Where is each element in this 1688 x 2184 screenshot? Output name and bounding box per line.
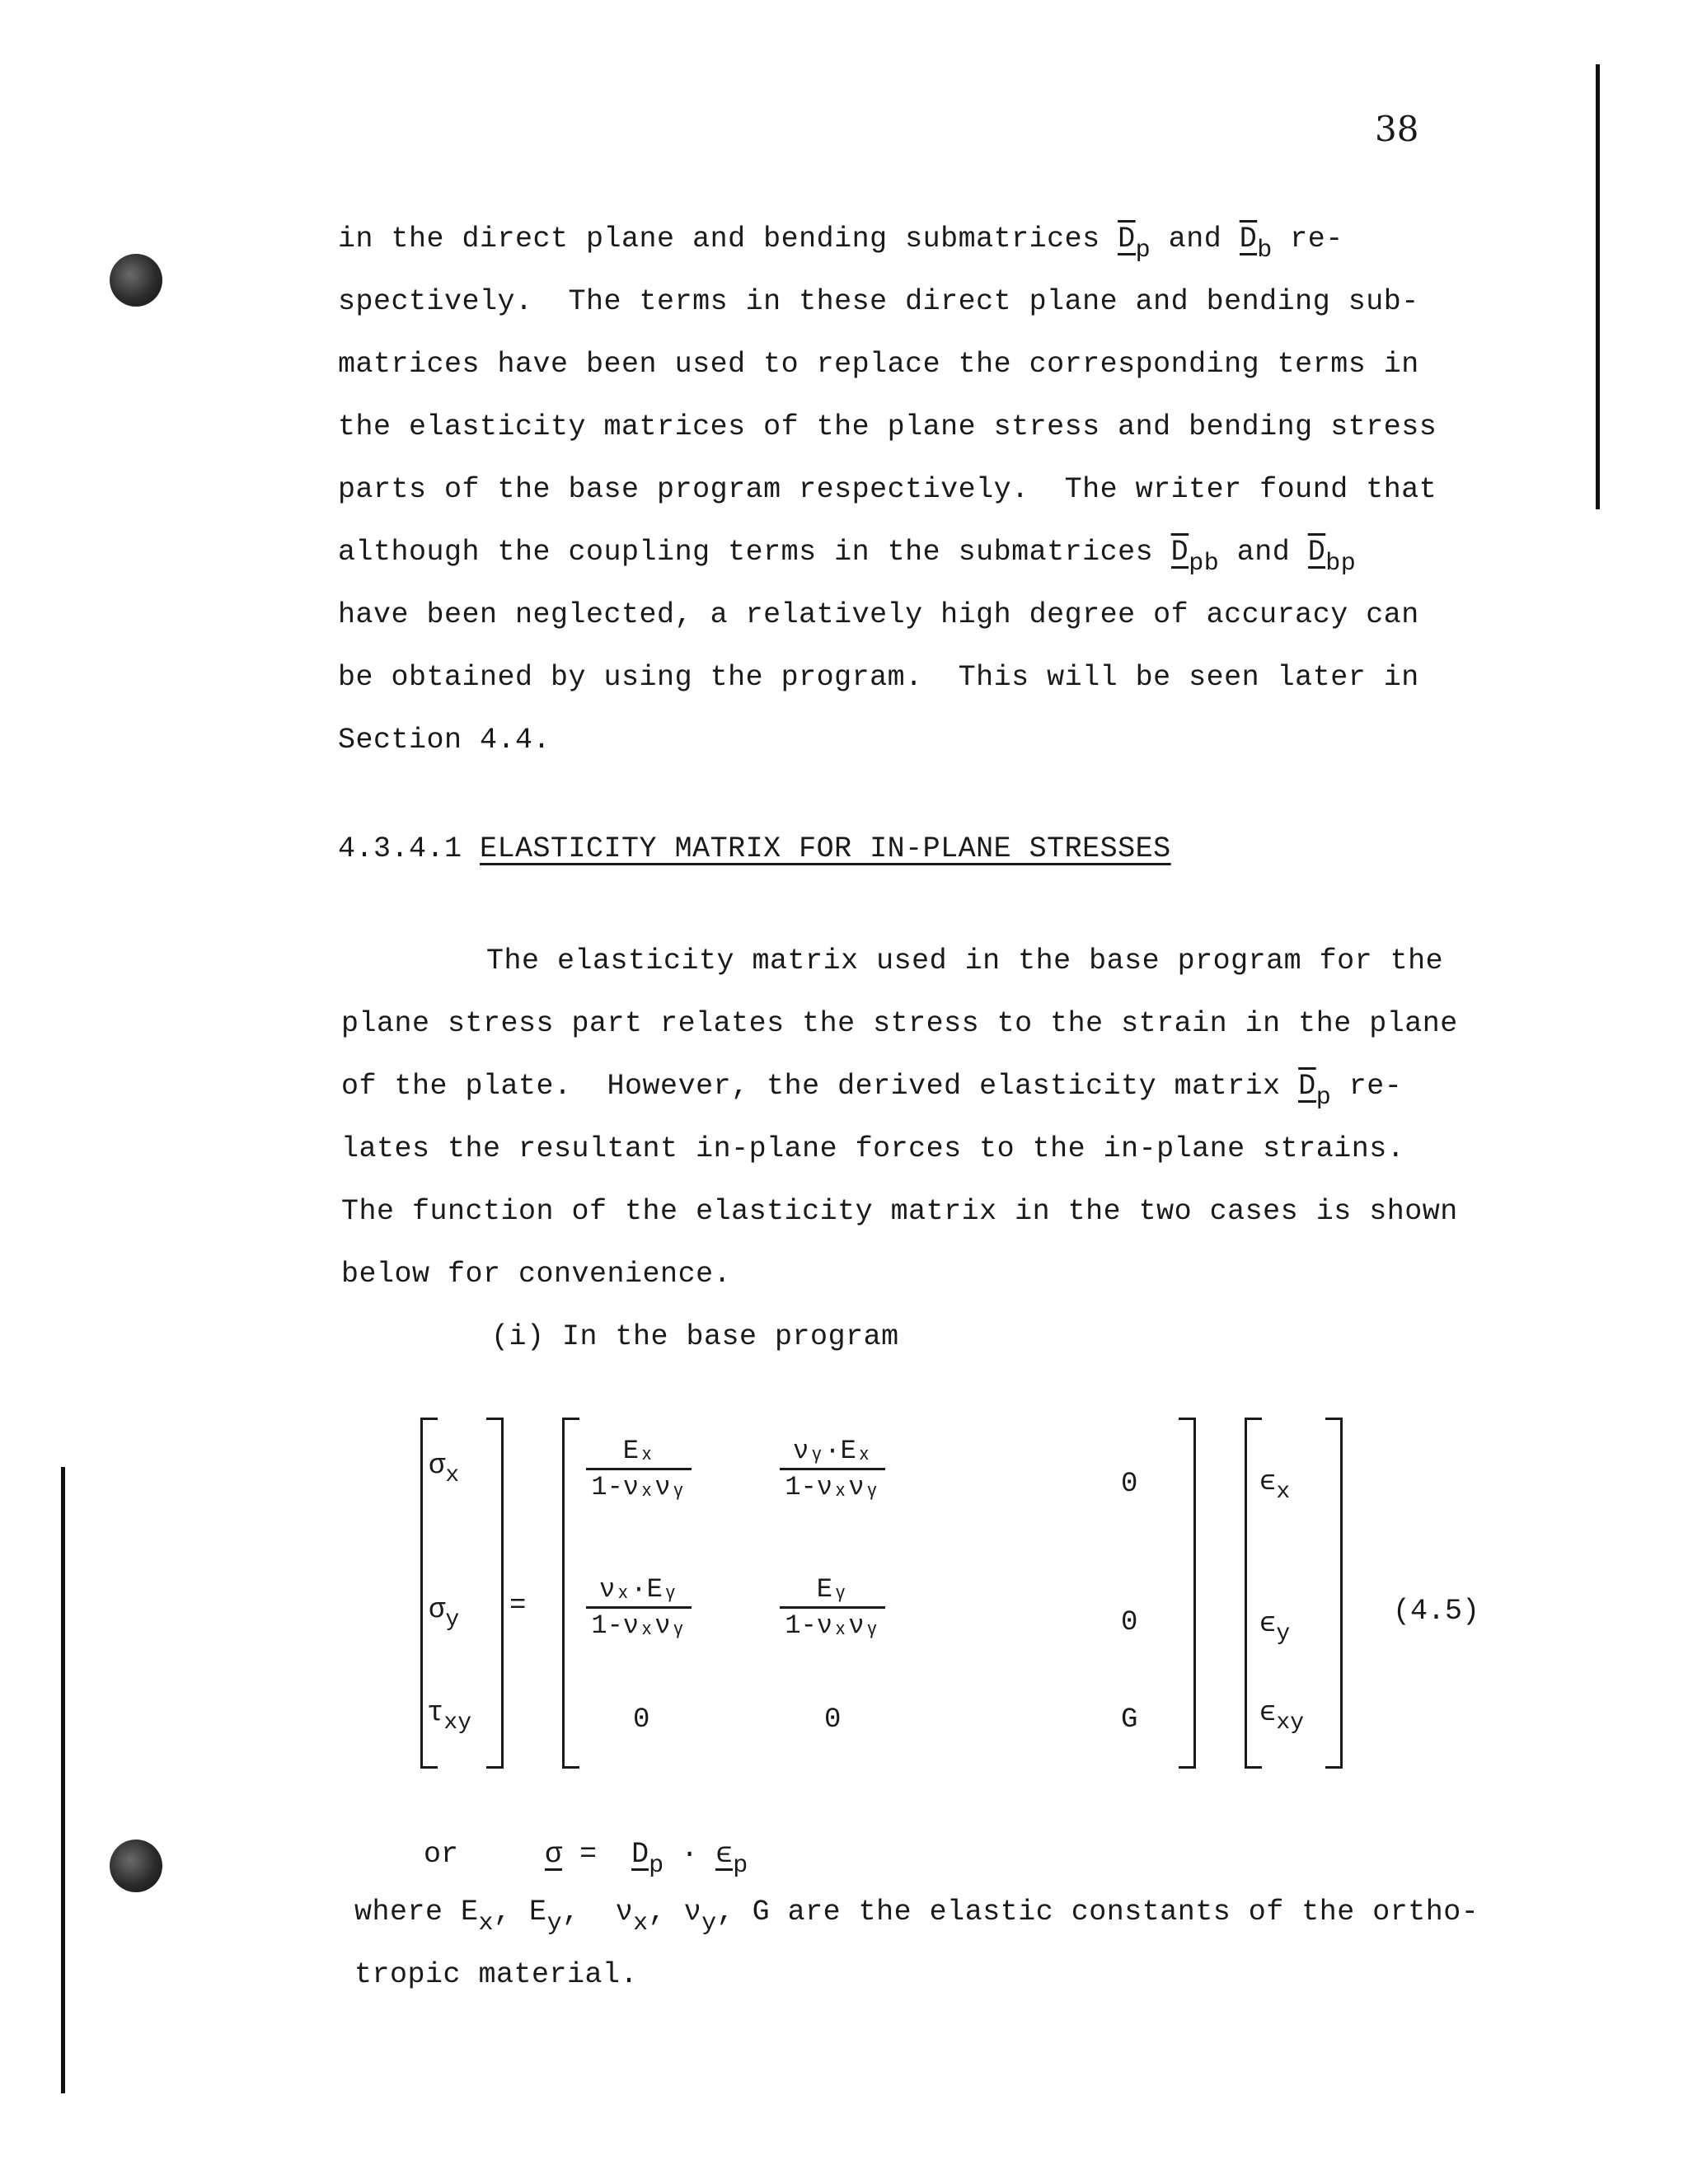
m13: 0 bbox=[1121, 1469, 1138, 1500]
p1-line-8: be obtained by using the program. This will be seen later in bbox=[338, 661, 1419, 694]
lhs-sigma-x: $\sigma_x$ bbox=[429, 1451, 460, 1488]
sigma-vector: σ bbox=[545, 1838, 563, 1871]
p2-line-2: plane stress part relates the stress to the strain in the plane bbox=[341, 1007, 1458, 1040]
p3-line-1: where Ex, Ey, νx, νy, G are the elastic constants of the ortho- bbox=[354, 1896, 1479, 1938]
equals-sign: = bbox=[509, 1591, 527, 1622]
m33: G bbox=[1121, 1704, 1138, 1736]
rhs-eps-y: $\epsilon_y$ bbox=[1259, 1609, 1291, 1647]
m32: 0 bbox=[824, 1704, 842, 1736]
p2-line-7: (i) In the base program bbox=[491, 1320, 899, 1353]
p1-line-2: spectively. The terms in these direct plane and bending sub- bbox=[338, 285, 1419, 318]
m31: 0 bbox=[633, 1704, 650, 1736]
eps-vector: ϵ bbox=[715, 1838, 734, 1871]
m21: νₓ·Eᵧ 1-νₓνᵧ bbox=[577, 1574, 701, 1641]
p1-line-3: matrices have been used to replace the corresponding terms in bbox=[338, 348, 1419, 381]
p1-line-7: have been neglected, a relatively high degree of accuracy can bbox=[338, 598, 1419, 631]
p1-line-4: the elasticity matrices of the plane stress and bending stress bbox=[338, 410, 1437, 443]
binding-line-bottom-left bbox=[61, 1467, 65, 2093]
punch-hole-bottom bbox=[110, 1840, 162, 1892]
rhs-bracket-right bbox=[1325, 1418, 1343, 1769]
m22: Eᵧ 1-νₓνᵧ bbox=[767, 1574, 898, 1641]
lhs-sigma-y: $\sigma_y$ bbox=[429, 1595, 460, 1633]
matrix-dp: D bbox=[631, 1838, 649, 1871]
matrix-equation bbox=[412, 1418, 1525, 1780]
dot-operator: · bbox=[681, 1838, 699, 1871]
or-text: or bbox=[424, 1838, 459, 1871]
p3-line-2: tropic material. bbox=[354, 1958, 639, 1991]
p2-line-5: The function of the elasticity matrix in the two cases is shown bbox=[341, 1195, 1458, 1228]
lhs-tau-xy: $\tau_{xy}$ bbox=[427, 1698, 472, 1736]
page-number: 38 bbox=[1375, 109, 1419, 149]
section-heading bbox=[338, 832, 1171, 865]
rhs-eps-x: $\epsilon_x$ bbox=[1259, 1467, 1291, 1505]
p1-line-1: in the direct plane and bending submatrices $\overline{D}p$ and $\overline{D}b$ re- bbox=[338, 223, 1343, 265]
p2-line-6: below for convenience. bbox=[341, 1258, 732, 1291]
binding-line-top-right bbox=[1596, 64, 1600, 509]
p1-line-9: Section 4.4. bbox=[338, 724, 551, 757]
p1-line-6: although the coupling terms in the submatrices $\overline{D}pb$ and $\overline{D}bp$ bbox=[338, 536, 1357, 578]
m12: νᵧ·Eₓ 1-νₓνᵧ bbox=[767, 1436, 898, 1502]
section-title: ELASTICITY MATRIX FOR IN-PLANE STRESSES bbox=[480, 832, 1171, 865]
matrix-bracket-right bbox=[1179, 1418, 1196, 1769]
m23: 0 bbox=[1121, 1607, 1138, 1638]
p1-line-5: parts of the base program respectively. The writer found that bbox=[338, 473, 1437, 506]
lhs-bracket-right bbox=[486, 1418, 504, 1769]
compact-equals: = bbox=[579, 1838, 598, 1871]
equation-number: (4.5) bbox=[1393, 1595, 1480, 1628]
m11: Eₓ 1-νₓνᵧ bbox=[577, 1436, 701, 1502]
p2-line-3: of the plate. However, the derived elasticity matrix $\overline{D}p$ re- bbox=[341, 1070, 1403, 1112]
compact-form: or σ = Dp · ϵp bbox=[424, 1838, 748, 1880]
section-number: 4.3.4.1 bbox=[338, 832, 481, 865]
rhs-eps-xy: $\epsilon_{xy}$ bbox=[1259, 1698, 1305, 1736]
p2-line-4: lates the resultant in-plane forces to the in-plane strains. bbox=[341, 1132, 1405, 1165]
p2-line-1: The elasticity matrix used in the base program for the bbox=[486, 944, 1444, 977]
punch-hole-top bbox=[110, 254, 162, 307]
